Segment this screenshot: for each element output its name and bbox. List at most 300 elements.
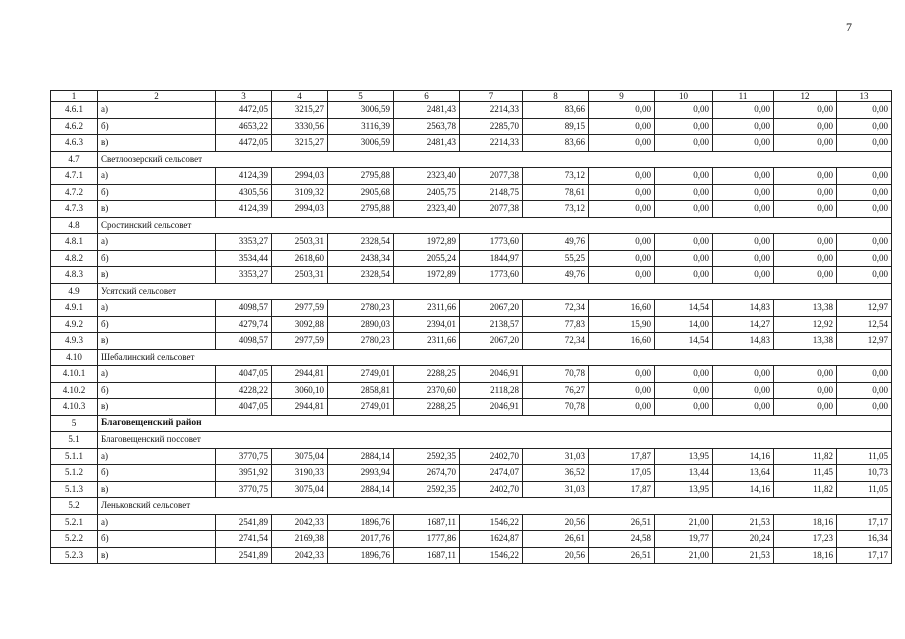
value-cell: 2311,66 bbox=[394, 333, 460, 350]
value-cell: 0,00 bbox=[655, 382, 713, 399]
value-cell: 3006,59 bbox=[328, 102, 394, 119]
value-cell: 2858,81 bbox=[328, 382, 394, 399]
value-cell: 2055,24 bbox=[394, 250, 460, 267]
column-header: 5 bbox=[328, 91, 394, 102]
value-cell: 0,00 bbox=[774, 184, 837, 201]
row-code: 4.9.1 bbox=[51, 300, 98, 317]
row-code: 4.9.2 bbox=[51, 316, 98, 333]
value-cell: 0,00 bbox=[713, 168, 774, 185]
row-code: 4.8.2 bbox=[51, 250, 98, 267]
section-row bbox=[51, 283, 892, 300]
row-code: 4.10.2 bbox=[51, 382, 98, 399]
table-row bbox=[51, 382, 892, 399]
value-cell: 0,00 bbox=[655, 250, 713, 267]
value-cell: 2741,54 bbox=[216, 531, 272, 548]
row-variant: в) bbox=[98, 135, 216, 152]
value-cell: 78,61 bbox=[523, 184, 589, 201]
row-code: 4.6.1 bbox=[51, 102, 98, 119]
row-variant: а) bbox=[98, 514, 216, 531]
value-cell: 4124,39 bbox=[216, 168, 272, 185]
value-cell: 4098,57 bbox=[216, 300, 272, 317]
table-row bbox=[51, 465, 892, 482]
column-header: 11 bbox=[713, 91, 774, 102]
row-code: 5.2.1 bbox=[51, 514, 98, 531]
section-code: 4.8 bbox=[51, 217, 98, 234]
value-cell: 3060,10 bbox=[272, 382, 328, 399]
section-row bbox=[51, 151, 892, 168]
value-cell: 2503,31 bbox=[272, 234, 328, 251]
table-body bbox=[51, 91, 892, 564]
value-cell: 0,00 bbox=[837, 234, 892, 251]
row-variant: в) bbox=[98, 399, 216, 416]
value-cell: 0,00 bbox=[589, 168, 655, 185]
value-cell: 2905,68 bbox=[328, 184, 394, 201]
value-cell: 16,60 bbox=[589, 300, 655, 317]
value-cell: 0,00 bbox=[713, 382, 774, 399]
value-cell: 17,87 bbox=[589, 481, 655, 498]
value-cell: 11,05 bbox=[837, 448, 892, 465]
value-cell: 0,00 bbox=[837, 201, 892, 218]
value-cell: 4047,05 bbox=[216, 366, 272, 383]
section-code: 5 bbox=[51, 415, 98, 432]
value-cell: 2795,88 bbox=[328, 168, 394, 185]
row-code: 4.8.3 bbox=[51, 267, 98, 284]
value-cell: 2780,23 bbox=[328, 333, 394, 350]
value-cell: 21,00 bbox=[655, 547, 713, 564]
value-cell: 2042,33 bbox=[272, 547, 328, 564]
value-cell: 0,00 bbox=[655, 118, 713, 135]
value-cell: 3534,44 bbox=[216, 250, 272, 267]
row-code: 5.2.3 bbox=[51, 547, 98, 564]
value-cell: 0,00 bbox=[713, 234, 774, 251]
value-cell: 0,00 bbox=[655, 234, 713, 251]
value-cell: 0,00 bbox=[713, 399, 774, 416]
value-cell: 2118,28 bbox=[460, 382, 523, 399]
column-header: 12 bbox=[774, 91, 837, 102]
value-cell: 0,00 bbox=[774, 399, 837, 416]
value-cell: 2328,54 bbox=[328, 267, 394, 284]
value-cell: 0,00 bbox=[589, 118, 655, 135]
value-cell: 1624,87 bbox=[460, 531, 523, 548]
value-cell: 0,00 bbox=[655, 168, 713, 185]
table-row bbox=[51, 366, 892, 383]
value-cell: 2214,33 bbox=[460, 135, 523, 152]
value-cell: 2474,07 bbox=[460, 465, 523, 482]
row-code: 5.1.3 bbox=[51, 481, 98, 498]
value-cell: 83,66 bbox=[523, 102, 589, 119]
value-cell: 16,60 bbox=[589, 333, 655, 350]
value-cell: 14,83 bbox=[713, 300, 774, 317]
value-cell: 2067,20 bbox=[460, 333, 523, 350]
value-cell: 13,95 bbox=[655, 481, 713, 498]
value-cell: 0,00 bbox=[713, 201, 774, 218]
value-cell: 2944,81 bbox=[272, 366, 328, 383]
value-cell: 3190,33 bbox=[272, 465, 328, 482]
value-cell: 26,51 bbox=[589, 547, 655, 564]
value-cell: 55,25 bbox=[523, 250, 589, 267]
value-cell: 4047,05 bbox=[216, 399, 272, 416]
value-cell: 20,56 bbox=[523, 547, 589, 564]
value-cell: 19,77 bbox=[655, 531, 713, 548]
value-cell: 31,03 bbox=[523, 481, 589, 498]
value-cell: 14,83 bbox=[713, 333, 774, 350]
value-cell: 10,73 bbox=[837, 465, 892, 482]
value-cell: 0,00 bbox=[589, 234, 655, 251]
page-number: 7 bbox=[846, 20, 852, 34]
table-row bbox=[51, 267, 892, 284]
value-cell: 17,87 bbox=[589, 448, 655, 465]
section-title: Леньковский сельсовет bbox=[98, 498, 892, 515]
value-cell: 2503,31 bbox=[272, 267, 328, 284]
row-variant: б) bbox=[98, 382, 216, 399]
value-cell: 2067,20 bbox=[460, 300, 523, 317]
value-cell: 0,00 bbox=[589, 102, 655, 119]
value-cell: 76,27 bbox=[523, 382, 589, 399]
value-cell: 2402,70 bbox=[460, 481, 523, 498]
value-cell: 3116,39 bbox=[328, 118, 394, 135]
value-cell: 0,00 bbox=[589, 201, 655, 218]
value-cell: 13,38 bbox=[774, 333, 837, 350]
value-cell: 26,61 bbox=[523, 531, 589, 548]
row-variant: б) bbox=[98, 250, 216, 267]
value-cell: 21,53 bbox=[713, 514, 774, 531]
value-cell: 1896,76 bbox=[328, 547, 394, 564]
value-cell: 18,16 bbox=[774, 547, 837, 564]
column-header: 9 bbox=[589, 91, 655, 102]
row-code: 5.1.1 bbox=[51, 448, 98, 465]
value-cell: 0,00 bbox=[774, 267, 837, 284]
value-cell: 2370,60 bbox=[394, 382, 460, 399]
table-row bbox=[51, 481, 892, 498]
section-code: 4.9 bbox=[51, 283, 98, 300]
value-cell: 2749,01 bbox=[328, 366, 394, 383]
value-cell: 2077,38 bbox=[460, 201, 523, 218]
value-cell: 17,17 bbox=[837, 514, 892, 531]
row-code: 4.9.3 bbox=[51, 333, 98, 350]
row-code: 4.6.2 bbox=[51, 118, 98, 135]
value-cell: 12,97 bbox=[837, 333, 892, 350]
value-cell: 11,45 bbox=[774, 465, 837, 482]
value-cell: 0,00 bbox=[713, 102, 774, 119]
value-cell: 2042,33 bbox=[272, 514, 328, 531]
value-cell: 2749,01 bbox=[328, 399, 394, 416]
value-cell: 0,00 bbox=[837, 118, 892, 135]
value-cell: 4279,74 bbox=[216, 316, 272, 333]
value-cell: 13,38 bbox=[774, 300, 837, 317]
value-cell: 1546,22 bbox=[460, 514, 523, 531]
value-cell: 14,54 bbox=[655, 333, 713, 350]
value-cell: 31,03 bbox=[523, 448, 589, 465]
value-cell: 11,82 bbox=[774, 481, 837, 498]
value-cell: 1773,60 bbox=[460, 267, 523, 284]
section-title: Благовещенский район bbox=[98, 415, 892, 432]
value-cell: 3330,56 bbox=[272, 118, 328, 135]
value-cell: 12,54 bbox=[837, 316, 892, 333]
value-cell: 0,00 bbox=[589, 184, 655, 201]
value-cell: 0,00 bbox=[774, 102, 837, 119]
value-cell: 2993,94 bbox=[328, 465, 394, 482]
table-row bbox=[51, 184, 892, 201]
value-cell: 17,23 bbox=[774, 531, 837, 548]
value-cell: 0,00 bbox=[837, 399, 892, 416]
value-cell: 12,92 bbox=[774, 316, 837, 333]
value-cell: 1844,97 bbox=[460, 250, 523, 267]
value-cell: 0,00 bbox=[713, 135, 774, 152]
value-cell: 0,00 bbox=[837, 102, 892, 119]
column-header: 13 bbox=[837, 91, 892, 102]
value-cell: 3770,75 bbox=[216, 481, 272, 498]
section-title: Благовещенский поссовет bbox=[98, 432, 892, 449]
column-header: 1 bbox=[51, 91, 98, 102]
value-cell: 18,16 bbox=[774, 514, 837, 531]
value-cell: 0,00 bbox=[655, 399, 713, 416]
value-cell: 26,51 bbox=[589, 514, 655, 531]
value-cell: 2046,91 bbox=[460, 366, 523, 383]
value-cell: 0,00 bbox=[774, 201, 837, 218]
column-header: 2 bbox=[98, 91, 216, 102]
value-cell: 20,56 bbox=[523, 514, 589, 531]
section-title: Сростинский сельсовет bbox=[98, 217, 892, 234]
value-cell: 72,34 bbox=[523, 300, 589, 317]
value-cell: 14,54 bbox=[655, 300, 713, 317]
value-cell: 2323,40 bbox=[394, 201, 460, 218]
value-cell: 21,00 bbox=[655, 514, 713, 531]
section-title: Усятский сельсовет bbox=[98, 283, 892, 300]
value-cell: 4472,05 bbox=[216, 102, 272, 119]
row-code: 4.10.3 bbox=[51, 399, 98, 416]
row-variant: в) bbox=[98, 201, 216, 218]
table-row bbox=[51, 316, 892, 333]
value-cell: 2017,76 bbox=[328, 531, 394, 548]
table-row bbox=[51, 234, 892, 251]
value-cell: 73,12 bbox=[523, 201, 589, 218]
value-cell: 2481,43 bbox=[394, 135, 460, 152]
value-cell: 2148,75 bbox=[460, 184, 523, 201]
section-row bbox=[51, 498, 892, 515]
value-cell: 13,44 bbox=[655, 465, 713, 482]
value-cell: 11,05 bbox=[837, 481, 892, 498]
value-cell: 3770,75 bbox=[216, 448, 272, 465]
value-cell: 24,58 bbox=[589, 531, 655, 548]
value-cell: 2438,34 bbox=[328, 250, 394, 267]
value-cell: 0,00 bbox=[713, 267, 774, 284]
value-cell: 2884,14 bbox=[328, 481, 394, 498]
table-row bbox=[51, 168, 892, 185]
value-cell: 2977,59 bbox=[272, 300, 328, 317]
value-cell: 0,00 bbox=[589, 250, 655, 267]
value-cell: 89,15 bbox=[523, 118, 589, 135]
value-cell: 0,00 bbox=[589, 135, 655, 152]
value-cell: 2780,23 bbox=[328, 300, 394, 317]
value-cell: 2977,59 bbox=[272, 333, 328, 350]
value-cell: 2795,88 bbox=[328, 201, 394, 218]
section-code: 4.10 bbox=[51, 349, 98, 366]
value-cell: 2288,25 bbox=[394, 399, 460, 416]
value-cell: 2288,25 bbox=[394, 366, 460, 383]
value-cell: 1972,89 bbox=[394, 267, 460, 284]
value-cell: 0,00 bbox=[713, 366, 774, 383]
value-cell: 0,00 bbox=[655, 102, 713, 119]
value-cell: 2077,38 bbox=[460, 168, 523, 185]
row-variant: а) bbox=[98, 300, 216, 317]
value-cell: 72,34 bbox=[523, 333, 589, 350]
table-row bbox=[51, 201, 892, 218]
value-cell: 1777,86 bbox=[394, 531, 460, 548]
value-cell: 0,00 bbox=[837, 267, 892, 284]
value-cell: 0,00 bbox=[837, 382, 892, 399]
value-cell: 2541,89 bbox=[216, 514, 272, 531]
table-row bbox=[51, 514, 892, 531]
table-row bbox=[51, 448, 892, 465]
value-cell: 2328,54 bbox=[328, 234, 394, 251]
value-cell: 16,34 bbox=[837, 531, 892, 548]
row-code: 4.7.2 bbox=[51, 184, 98, 201]
table-row bbox=[51, 135, 892, 152]
value-cell: 2994,03 bbox=[272, 201, 328, 218]
value-cell: 0,00 bbox=[774, 234, 837, 251]
value-cell: 20,24 bbox=[713, 531, 774, 548]
value-cell: 2285,70 bbox=[460, 118, 523, 135]
value-cell: 0,00 bbox=[655, 366, 713, 383]
column-header: 10 bbox=[655, 91, 713, 102]
table-row bbox=[51, 333, 892, 350]
value-cell: 14,27 bbox=[713, 316, 774, 333]
value-cell: 0,00 bbox=[774, 366, 837, 383]
column-header: 3 bbox=[216, 91, 272, 102]
section-title: Светлоозерский сельсовет bbox=[98, 151, 892, 168]
row-variant: б) bbox=[98, 118, 216, 135]
value-cell: 17,05 bbox=[589, 465, 655, 482]
value-cell: 1773,60 bbox=[460, 234, 523, 251]
value-cell: 0,00 bbox=[774, 168, 837, 185]
column-header: 4 bbox=[272, 91, 328, 102]
value-cell: 0,00 bbox=[774, 118, 837, 135]
value-cell: 4228,22 bbox=[216, 382, 272, 399]
value-cell: 3109,32 bbox=[272, 184, 328, 201]
row-variant: а) bbox=[98, 168, 216, 185]
value-cell: 15,90 bbox=[589, 316, 655, 333]
value-cell: 13,64 bbox=[713, 465, 774, 482]
value-cell: 13,95 bbox=[655, 448, 713, 465]
value-cell: 0,00 bbox=[589, 382, 655, 399]
value-cell: 2890,03 bbox=[328, 316, 394, 333]
value-cell: 2405,75 bbox=[394, 184, 460, 201]
value-cell: 3353,27 bbox=[216, 267, 272, 284]
value-cell: 2541,89 bbox=[216, 547, 272, 564]
value-cell: 0,00 bbox=[837, 135, 892, 152]
value-cell: 2563,78 bbox=[394, 118, 460, 135]
section-row bbox=[51, 415, 892, 432]
table-row bbox=[51, 547, 892, 564]
value-cell: 0,00 bbox=[837, 250, 892, 267]
value-cell: 0,00 bbox=[837, 184, 892, 201]
value-cell: 2994,03 bbox=[272, 168, 328, 185]
section-code: 5.1 bbox=[51, 432, 98, 449]
value-cell: 1687,11 bbox=[394, 547, 460, 564]
value-cell: 36,52 bbox=[523, 465, 589, 482]
value-cell: 0,00 bbox=[713, 118, 774, 135]
data-table bbox=[50, 90, 892, 564]
value-cell: 2394,01 bbox=[394, 316, 460, 333]
row-variant: в) bbox=[98, 481, 216, 498]
row-variant: а) bbox=[98, 102, 216, 119]
row-variant: а) bbox=[98, 366, 216, 383]
table-row bbox=[51, 399, 892, 416]
value-cell: 0,00 bbox=[837, 366, 892, 383]
row-code: 4.8.1 bbox=[51, 234, 98, 251]
value-cell: 1687,11 bbox=[394, 514, 460, 531]
value-cell: 0,00 bbox=[655, 267, 713, 284]
section-code: 4.7 bbox=[51, 151, 98, 168]
value-cell: 14,16 bbox=[713, 448, 774, 465]
value-cell: 4472,05 bbox=[216, 135, 272, 152]
column-header: 8 bbox=[523, 91, 589, 102]
column-header: 7 bbox=[460, 91, 523, 102]
value-cell: 0,00 bbox=[713, 250, 774, 267]
value-cell: 0,00 bbox=[655, 184, 713, 201]
value-cell: 0,00 bbox=[655, 135, 713, 152]
value-cell: 14,00 bbox=[655, 316, 713, 333]
value-cell: 11,82 bbox=[774, 448, 837, 465]
value-cell: 3353,27 bbox=[216, 234, 272, 251]
value-cell: 2214,33 bbox=[460, 102, 523, 119]
value-cell: 4653,22 bbox=[216, 118, 272, 135]
value-cell: 0,00 bbox=[774, 382, 837, 399]
row-variant: б) bbox=[98, 184, 216, 201]
value-cell: 2674,70 bbox=[394, 465, 460, 482]
section-row bbox=[51, 432, 892, 449]
value-cell: 0,00 bbox=[837, 168, 892, 185]
row-variant: в) bbox=[98, 267, 216, 284]
row-variant: б) bbox=[98, 465, 216, 482]
header-row bbox=[51, 91, 892, 102]
section-row bbox=[51, 217, 892, 234]
section-row bbox=[51, 349, 892, 366]
value-cell: 70,78 bbox=[523, 399, 589, 416]
value-cell: 3006,59 bbox=[328, 135, 394, 152]
row-code: 5.1.2 bbox=[51, 465, 98, 482]
value-cell: 3215,27 bbox=[272, 135, 328, 152]
row-variant: а) bbox=[98, 448, 216, 465]
value-cell: 0,00 bbox=[589, 267, 655, 284]
value-cell: 21,53 bbox=[713, 547, 774, 564]
value-cell: 4305,56 bbox=[216, 184, 272, 201]
value-cell: 1972,89 bbox=[394, 234, 460, 251]
column-header: 6 bbox=[394, 91, 460, 102]
row-code: 5.2.2 bbox=[51, 531, 98, 548]
value-cell: 3951,92 bbox=[216, 465, 272, 482]
value-cell: 4098,57 bbox=[216, 333, 272, 350]
value-cell: 2944,81 bbox=[272, 399, 328, 416]
value-cell: 2884,14 bbox=[328, 448, 394, 465]
table-row bbox=[51, 118, 892, 135]
value-cell: 2618,60 bbox=[272, 250, 328, 267]
value-cell: 70,78 bbox=[523, 366, 589, 383]
row-code: 4.7.1 bbox=[51, 168, 98, 185]
value-cell: 2481,43 bbox=[394, 102, 460, 119]
value-cell: 3075,04 bbox=[272, 448, 328, 465]
value-cell: 17,17 bbox=[837, 547, 892, 564]
value-cell: 2138,57 bbox=[460, 316, 523, 333]
row-code: 4.7.3 bbox=[51, 201, 98, 218]
value-cell: 0,00 bbox=[713, 184, 774, 201]
value-cell: 73,12 bbox=[523, 168, 589, 185]
value-cell: 2592,35 bbox=[394, 481, 460, 498]
value-cell: 3092,88 bbox=[272, 316, 328, 333]
value-cell: 4124,39 bbox=[216, 201, 272, 218]
value-cell: 77,83 bbox=[523, 316, 589, 333]
value-cell: 14,16 bbox=[713, 481, 774, 498]
